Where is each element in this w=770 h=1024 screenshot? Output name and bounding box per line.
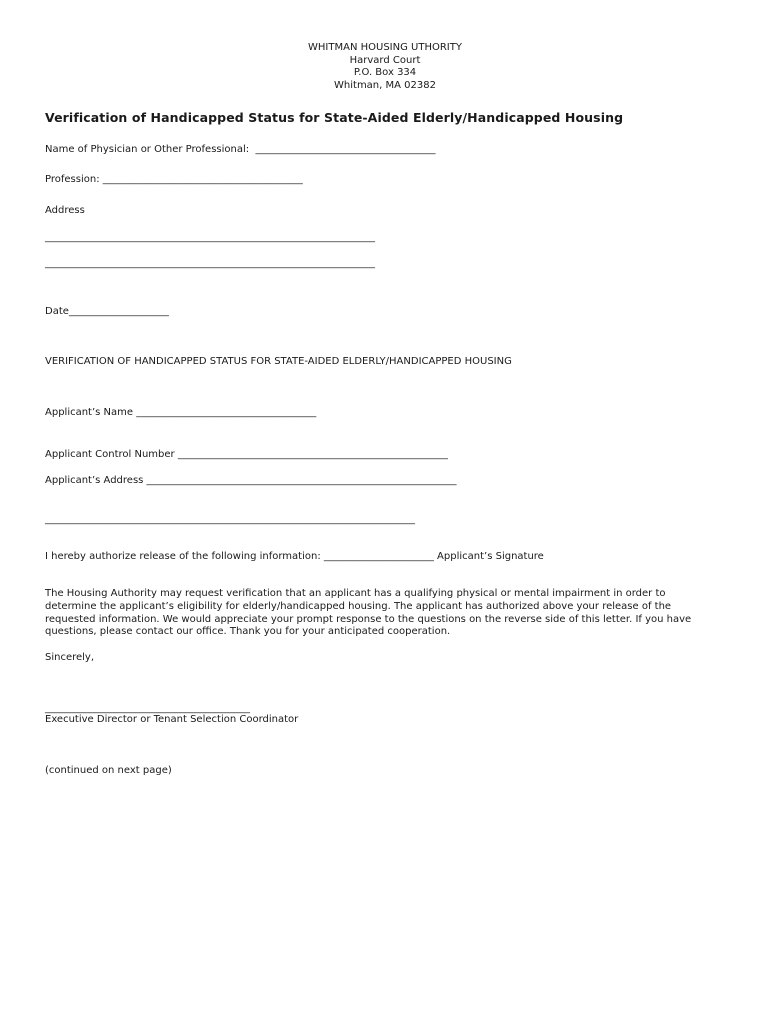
address-line-2[interactable]: __________________________________________________________________ [45, 258, 375, 269]
document-title: Verification of Handicapped Status for State-Aided Elderly/Handicapped Housing [45, 110, 624, 125]
letterhead-pobox: P.O. Box 334 [353, 67, 417, 78]
continued-note: (continued on next page) [45, 765, 172, 776]
address-line-1[interactable]: __________________________________________________________________ [45, 232, 375, 243]
letterhead-street: Harvard Court [349, 54, 421, 66]
applicant-control-number-field[interactable]: Applicant Control Number ______________________________________________________ [45, 449, 448, 460]
date-field[interactable]: Date____________________ [45, 306, 169, 317]
signature-line[interactable]: _________________________________________ [45, 703, 250, 714]
letterhead-city: Whitman, MA 02382 [334, 79, 436, 91]
applicant-address-field[interactable]: Applicant’s Address ______________________________________________________________ [45, 475, 457, 486]
section-heading: VERIFICATION OF HANDICAPPED STATUS FOR STATE-AIDED ELDERLY/HANDICAPPED HOUSING [45, 356, 512, 367]
body-paragraph: The Housing Authority may request verification that an applicant has a qualifying physical or mental impairment in order to determine the applicant’s eligibility for elderly/handicapped housing. The applicant has authorized above your release of the requested information. We would appreciate your prompt response to the questions on the reverse side of this letter. If you have questions, please contact our office. Thank you for your anticipated cooperation. [45, 588, 692, 638]
profession-field[interactable]: Profession: ________________________________________ [45, 174, 303, 185]
applicant-address-line-2[interactable]: __________________________________________________________________________ [45, 514, 415, 525]
physician-field[interactable]: Name of Physician or Other Professional: ____________________________________ [45, 144, 436, 155]
signer-title: Executive Director or Tenant Selection Coordinator [45, 714, 299, 725]
letterhead [0, 42, 770, 92]
applicant-name-field[interactable]: Applicant’s Name ____________________________________ [45, 407, 317, 418]
address-label: Address [45, 205, 85, 216]
letterhead-org: WHITMAN HOUSING UTHORITY [308, 42, 462, 53]
authorization-line[interactable]: I hereby authorize release of the following information: ______________________ Applicant’s Signature [45, 551, 544, 562]
closing: Sincerely, [45, 652, 95, 663]
